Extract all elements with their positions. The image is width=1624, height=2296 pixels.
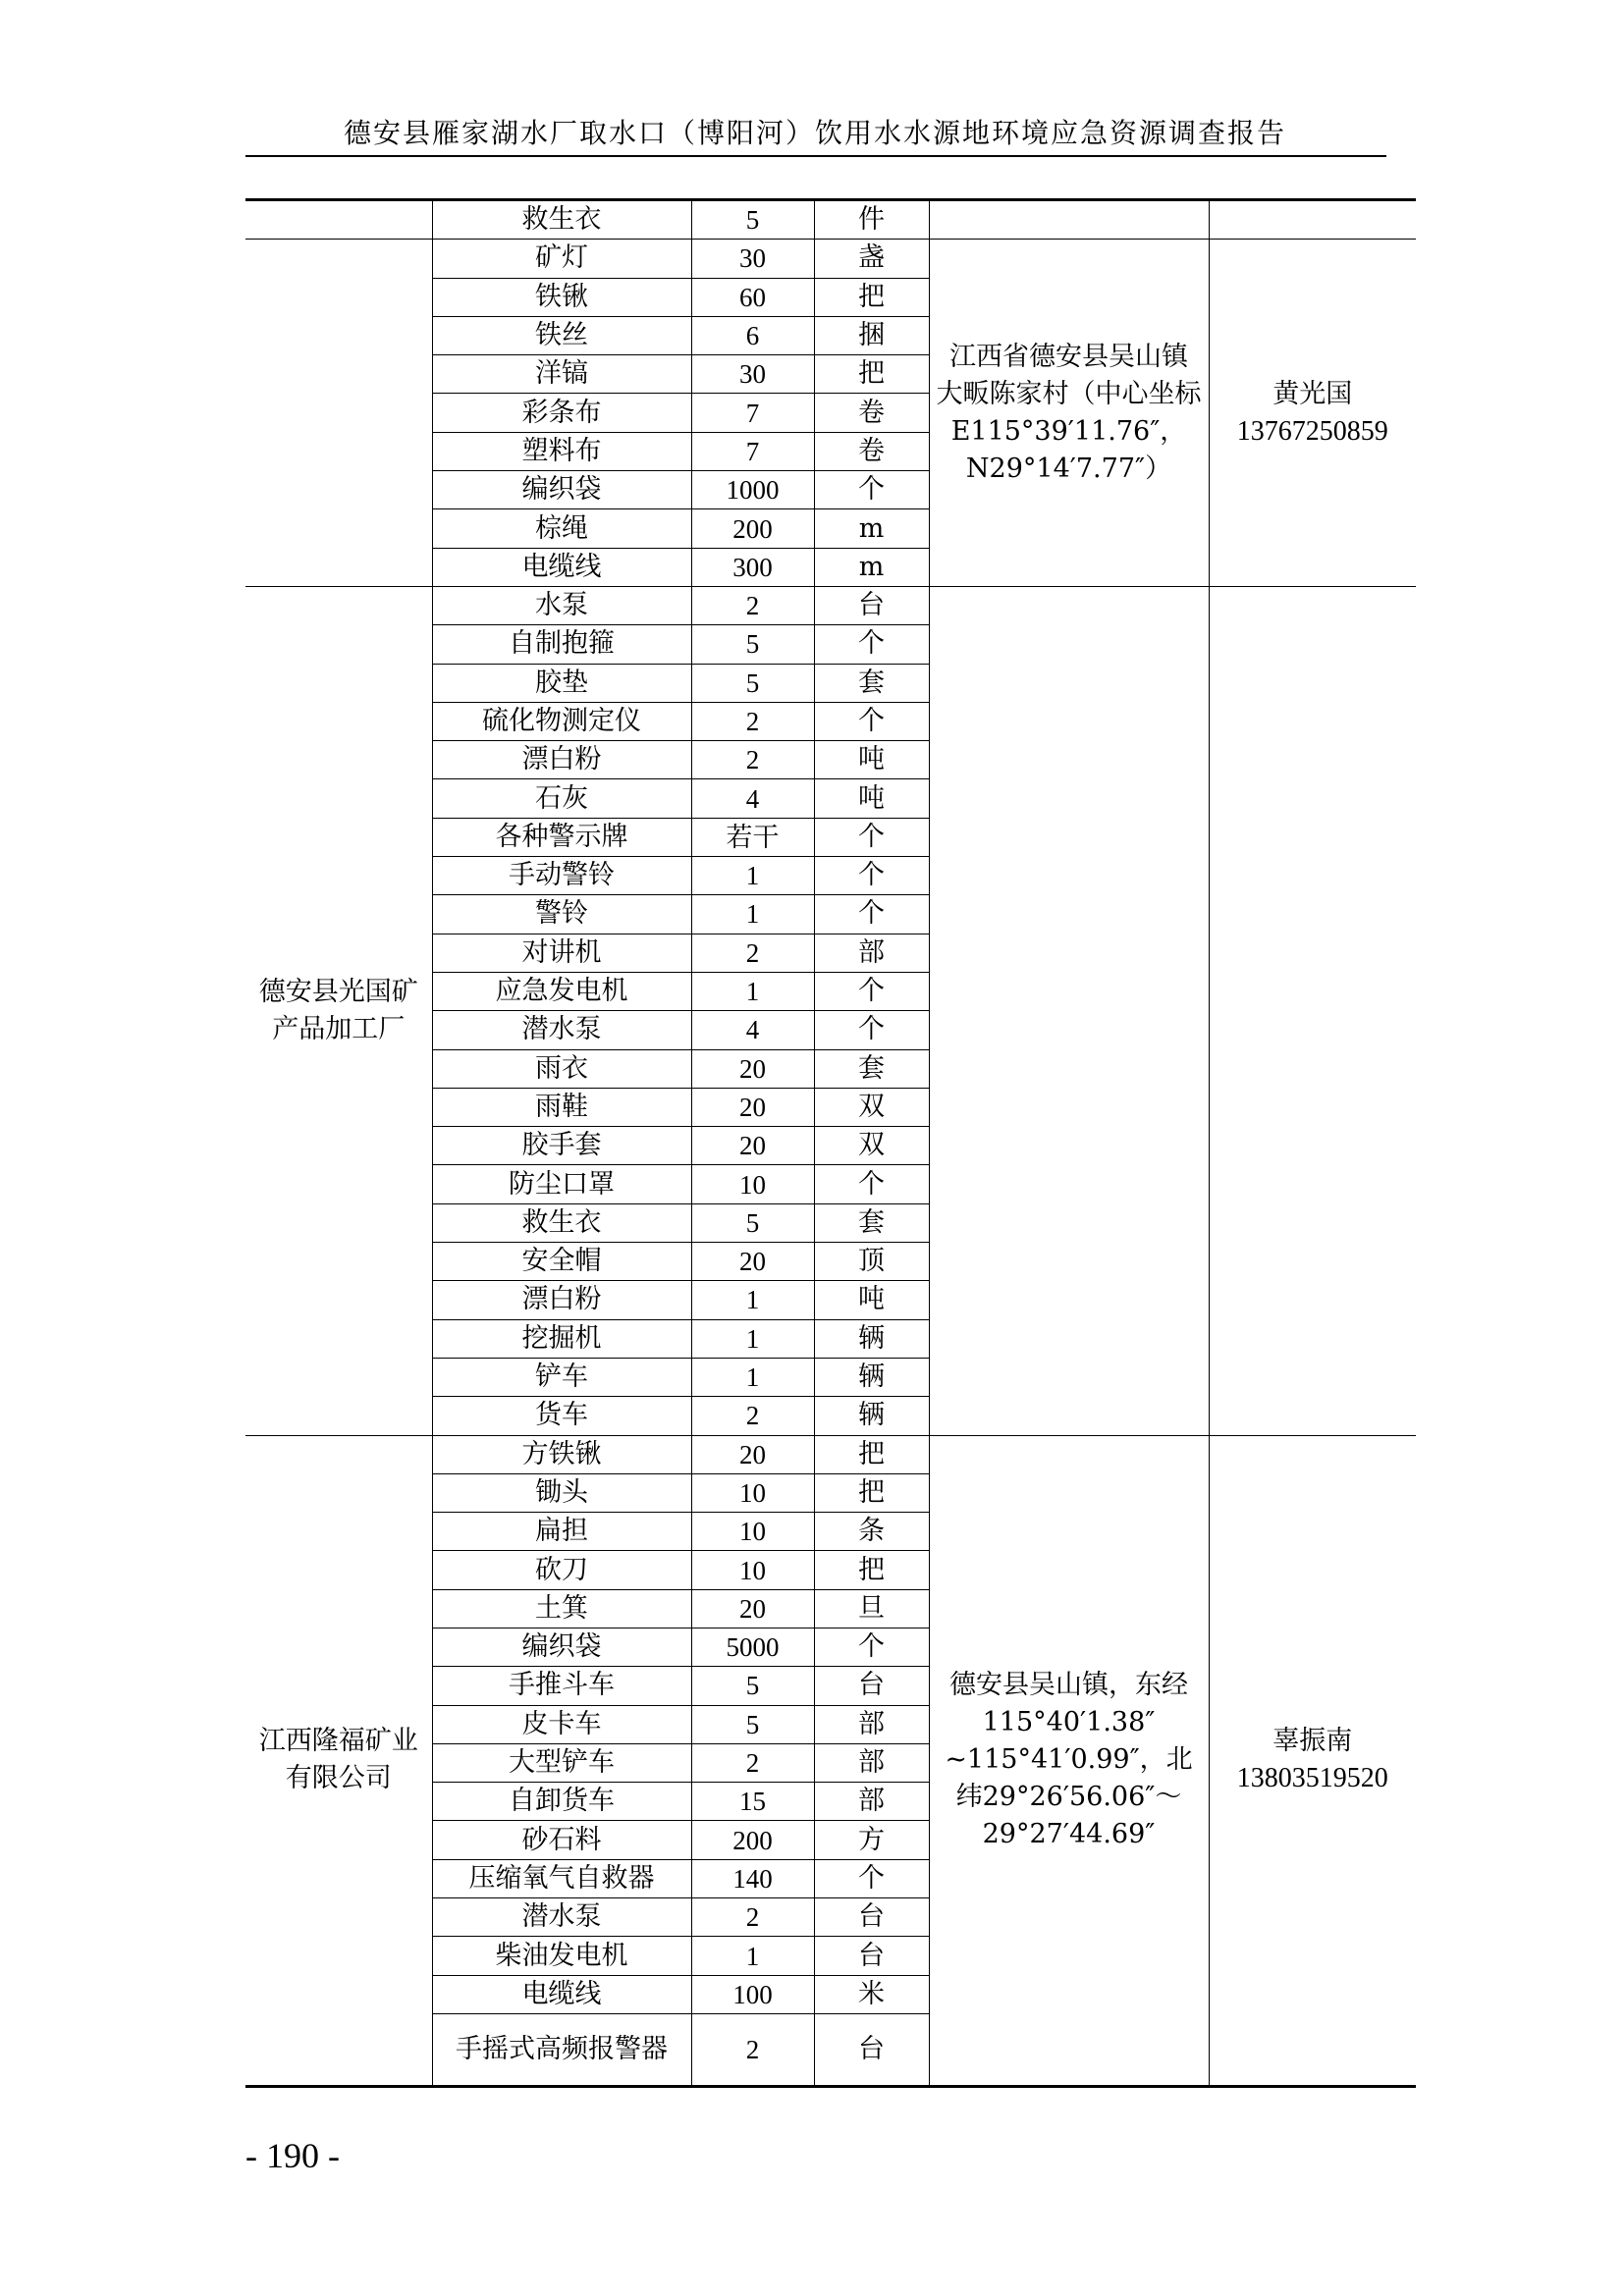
item-quantity-cell: 1 <box>691 972 814 1010</box>
item-unit-cell: 把 <box>814 1435 929 1473</box>
item-name-cell: 潜水泵 <box>432 1011 691 1049</box>
item-quantity-cell: 2 <box>691 934 814 972</box>
item-unit-cell: 卷 <box>814 394 929 432</box>
item-name-cell: 砂石料 <box>432 1821 691 1859</box>
item-name-cell: 雨鞋 <box>432 1088 691 1126</box>
item-quantity-cell: 20 <box>691 1127 814 1165</box>
item-unit-cell: 部 <box>814 934 929 972</box>
item-name-cell: 石灰 <box>432 779 691 818</box>
contact-name: 黄光国 <box>1272 378 1353 409</box>
item-name-cell: 手动警铃 <box>432 857 691 895</box>
document-header-title: 德安县雁家湖水厂取水口（博阳河）饮用水水源地环境应急资源调查报告 <box>343 117 1286 149</box>
item-unit-cell: 部 <box>814 1705 929 1743</box>
item-quantity-cell: 100 <box>691 1975 814 2013</box>
company-name-line: 江西隆福矿业 <box>258 1726 418 1757</box>
item-quantity-cell: 4 <box>691 779 814 818</box>
table-row <box>245 1435 1416 1473</box>
company-name-line: 产品加工厂 <box>272 1013 406 1044</box>
item-unit-cell: 台 <box>814 2013 929 2086</box>
item-quantity-cell: 2 <box>691 702 814 740</box>
item-unit-cell: 套 <box>814 664 929 702</box>
item-unit-cell: 吨 <box>814 1281 929 1319</box>
item-unit-cell: 捆 <box>814 316 929 354</box>
item-unit-cell: 部 <box>814 1783 929 1821</box>
item-name-cell: 应急发电机 <box>432 972 691 1010</box>
item-quantity-cell: 10 <box>691 1551 814 1589</box>
item-name-cell: 扁担 <box>432 1513 691 1551</box>
item-name-cell: 矿灯 <box>432 240 691 278</box>
item-quantity-cell: 若干 <box>691 818 814 856</box>
item-name-cell: 棕绳 <box>432 509 691 548</box>
item-quantity-cell: 1 <box>691 857 814 895</box>
item-name-cell: 自卸货车 <box>432 1783 691 1821</box>
item-name-cell: 对讲机 <box>432 934 691 972</box>
item-unit-cell: 个 <box>814 1165 929 1203</box>
item-quantity-cell: 5 <box>691 1705 814 1743</box>
item-name-cell: 塑料布 <box>432 432 691 470</box>
item-unit-cell: 个 <box>814 625 929 664</box>
item-quantity-cell: 140 <box>691 1859 814 1897</box>
item-unit-cell: m <box>814 548 929 586</box>
item-quantity-cell: 5 <box>691 625 814 664</box>
item-quantity-cell: 10 <box>691 1513 814 1551</box>
item-quantity-cell: 30 <box>691 355 814 394</box>
item-quantity-cell: 2 <box>691 2013 814 2086</box>
item-name-cell: 电缆线 <box>432 548 691 586</box>
item-unit-cell: 个 <box>814 1011 929 1049</box>
item-quantity-cell: 5 <box>691 1667 814 1705</box>
item-unit-cell: 米 <box>814 1975 929 2013</box>
item-name-cell: 大型铲车 <box>432 1743 691 1782</box>
item-quantity-cell: 1 <box>691 1319 814 1358</box>
item-name-cell: 漂白粉 <box>432 1281 691 1319</box>
item-quantity-cell: 200 <box>691 509 814 548</box>
location-line: 德安县吴山镇，东经 <box>949 1670 1188 1701</box>
item-name-cell: 锄头 <box>432 1473 691 1512</box>
contact-phone: 13767250859 <box>1236 415 1388 447</box>
location-cell <box>929 586 1209 1435</box>
item-unit-cell: 把 <box>814 1473 929 1512</box>
item-quantity-cell: 20 <box>691 1589 814 1628</box>
item-unit-cell: 台 <box>814 1937 929 1975</box>
item-unit-cell: 个 <box>814 1628 929 1666</box>
item-name-cell: 水泵 <box>432 586 691 624</box>
item-quantity-cell: 20 <box>691 1243 814 1281</box>
item-unit-cell: 台 <box>814 1667 929 1705</box>
item-name-cell: 雨衣 <box>432 1049 691 1088</box>
contact-phone: 13803519520 <box>1236 1763 1388 1794</box>
company-cell <box>245 1435 432 2086</box>
item-name-cell: 防尘口罩 <box>432 1165 691 1203</box>
location-line: 29°27′44.69″ <box>982 1819 1156 1850</box>
item-unit-cell: 双 <box>814 1127 929 1165</box>
item-name-cell: 安全帽 <box>432 1243 691 1281</box>
item-unit-cell: 旦 <box>814 1589 929 1628</box>
item-name-cell: 警铃 <box>432 895 691 934</box>
contact-cell <box>1209 1435 1416 2086</box>
item-unit-cell: 把 <box>814 355 929 394</box>
item-unit-cell: 把 <box>814 1551 929 1589</box>
item-unit-cell: 辆 <box>814 1358 929 1396</box>
item-unit-cell: 个 <box>814 471 929 509</box>
table-row <box>245 586 1416 624</box>
item-quantity-cell: 60 <box>691 278 814 316</box>
location-line: 纬29°26′56.06″～ <box>955 1782 1182 1813</box>
item-unit-cell: 双 <box>814 1088 929 1126</box>
item-name-cell: 方铁锹 <box>432 1435 691 1473</box>
item-name-cell: 手摇式高频报警器 <box>432 2013 691 2086</box>
item-quantity-cell: 2 <box>691 586 814 624</box>
item-quantity-cell: 2 <box>691 1397 814 1435</box>
company-cell <box>245 586 432 1435</box>
item-quantity-cell: 20 <box>691 1435 814 1473</box>
item-quantity-cell: 1 <box>691 1281 814 1319</box>
item-unit-cell: 吨 <box>814 741 929 779</box>
item-name-cell: 自制抱箍 <box>432 625 691 664</box>
item-unit-cell: 个 <box>814 1859 929 1897</box>
item-name-cell: 编织袋 <box>432 1628 691 1666</box>
item-quantity-cell: 5000 <box>691 1628 814 1666</box>
item-quantity-cell: 1 <box>691 1358 814 1396</box>
emergency-resources-table <box>245 198 1416 2088</box>
item-quantity-cell: 2 <box>691 1743 814 1782</box>
item-name-cell: 救生衣 <box>432 1203 691 1242</box>
item-quantity-cell: 300 <box>691 548 814 586</box>
item-unit-cell: 套 <box>814 1049 929 1088</box>
item-unit-cell: 盏 <box>814 240 929 278</box>
item-name-cell: 铁锹 <box>432 278 691 316</box>
item-quantity-cell: 4 <box>691 1011 814 1049</box>
item-quantity-cell: 1 <box>691 895 814 934</box>
item-quantity-cell: 2 <box>691 1898 814 1937</box>
item-quantity-cell: 10 <box>691 1165 814 1203</box>
location-line: 115°40′1.38″ <box>982 1707 1156 1738</box>
item-quantity-cell: 7 <box>691 432 814 470</box>
item-name-cell: 压缩氧气自救器 <box>432 1859 691 1897</box>
item-name-cell: 皮卡车 <box>432 1705 691 1743</box>
item-unit-cell: 个 <box>814 972 929 1010</box>
company-cell <box>245 240 432 587</box>
contact-cell <box>1209 586 1416 1435</box>
item-unit-cell: 套 <box>814 1203 929 1242</box>
item-quantity-cell: 15 <box>691 1783 814 1821</box>
item-name-cell: 挖掘机 <box>432 1319 691 1358</box>
item-unit-cell: 个 <box>814 702 929 740</box>
item-unit-cell: 方 <box>814 1821 929 1859</box>
item-name-cell: 彩条布 <box>432 394 691 432</box>
item-unit-cell: 辆 <box>814 1397 929 1435</box>
location-cell <box>929 240 1209 587</box>
company-cell <box>245 200 432 240</box>
contact-name: 辜振南 <box>1272 1726 1353 1757</box>
item-name-cell: 救生衣 <box>432 200 691 240</box>
table-body <box>245 200 1416 2087</box>
item-quantity-cell: 5 <box>691 200 814 240</box>
item-name-cell: 砍刀 <box>432 1551 691 1589</box>
item-quantity-cell: 6 <box>691 316 814 354</box>
item-quantity-cell: 20 <box>691 1049 814 1088</box>
table-row <box>245 240 1416 278</box>
header-divider <box>245 155 1386 157</box>
item-name-cell: 胶手套 <box>432 1127 691 1165</box>
item-quantity-cell: 10 <box>691 1473 814 1512</box>
item-name-cell: 货车 <box>432 1397 691 1435</box>
item-name-cell: 柴油发电机 <box>432 1937 691 1975</box>
item-quantity-cell: 1 <box>691 1937 814 1975</box>
location-line: ~115°41′0.99″，北 <box>945 1744 1193 1776</box>
item-name-cell: 漂白粉 <box>432 741 691 779</box>
item-quantity-cell: 5 <box>691 1203 814 1242</box>
item-unit-cell: 个 <box>814 895 929 934</box>
item-name-cell: 洋镐 <box>432 355 691 394</box>
item-quantity-cell: 1000 <box>691 471 814 509</box>
item-unit-cell: 把 <box>814 278 929 316</box>
item-unit-cell: 条 <box>814 1513 929 1551</box>
item-unit-cell: m <box>814 509 929 548</box>
item-unit-cell: 部 <box>814 1743 929 1782</box>
item-name-cell: 编织袋 <box>432 471 691 509</box>
item-unit-cell: 台 <box>814 1898 929 1937</box>
location-cell <box>929 200 1209 240</box>
item-unit-cell: 顶 <box>814 1243 929 1281</box>
item-name-cell: 胶垫 <box>432 664 691 702</box>
contact-cell <box>1209 240 1416 587</box>
item-quantity-cell: 5 <box>691 664 814 702</box>
item-quantity-cell: 30 <box>691 240 814 278</box>
item-name-cell: 潜水泵 <box>432 1898 691 1937</box>
item-unit-cell: 台 <box>814 586 929 624</box>
item-name-cell: 手推斗车 <box>432 1667 691 1705</box>
contact-cell <box>1209 200 1416 240</box>
item-unit-cell: 吨 <box>814 779 929 818</box>
table-row <box>245 200 1416 240</box>
item-name-cell: 各种警示牌 <box>432 818 691 856</box>
item-quantity-cell: 2 <box>691 741 814 779</box>
item-quantity-cell: 200 <box>691 1821 814 1859</box>
item-name-cell: 硫化物测定仪 <box>432 702 691 740</box>
company-name-line: 有限公司 <box>285 1763 392 1794</box>
item-unit-cell: 个 <box>814 857 929 895</box>
item-name-cell: 铁丝 <box>432 316 691 354</box>
item-unit-cell: 辆 <box>814 1319 929 1358</box>
item-unit-cell: 个 <box>814 818 929 856</box>
location-cell <box>929 1435 1209 2086</box>
item-name-cell: 电缆线 <box>432 1975 691 2013</box>
page-number: - 190 - <box>245 2136 340 2175</box>
item-unit-cell: 卷 <box>814 432 929 470</box>
location-line: N29°14′7.77″） <box>965 453 1172 484</box>
item-quantity-cell: 7 <box>691 394 814 432</box>
location-line: E115°39′11.76″， <box>950 415 1187 447</box>
location-line: 江西省德安县吴山镇 <box>949 341 1188 372</box>
item-name-cell: 铲车 <box>432 1358 691 1396</box>
item-quantity-cell: 20 <box>691 1088 814 1126</box>
item-name-cell: 土箕 <box>432 1589 691 1628</box>
location-line: 大畈陈家村（中心坐标 <box>936 378 1202 409</box>
company-name-line: 德安县光国矿 <box>258 976 418 1007</box>
item-unit-cell: 件 <box>814 200 929 240</box>
